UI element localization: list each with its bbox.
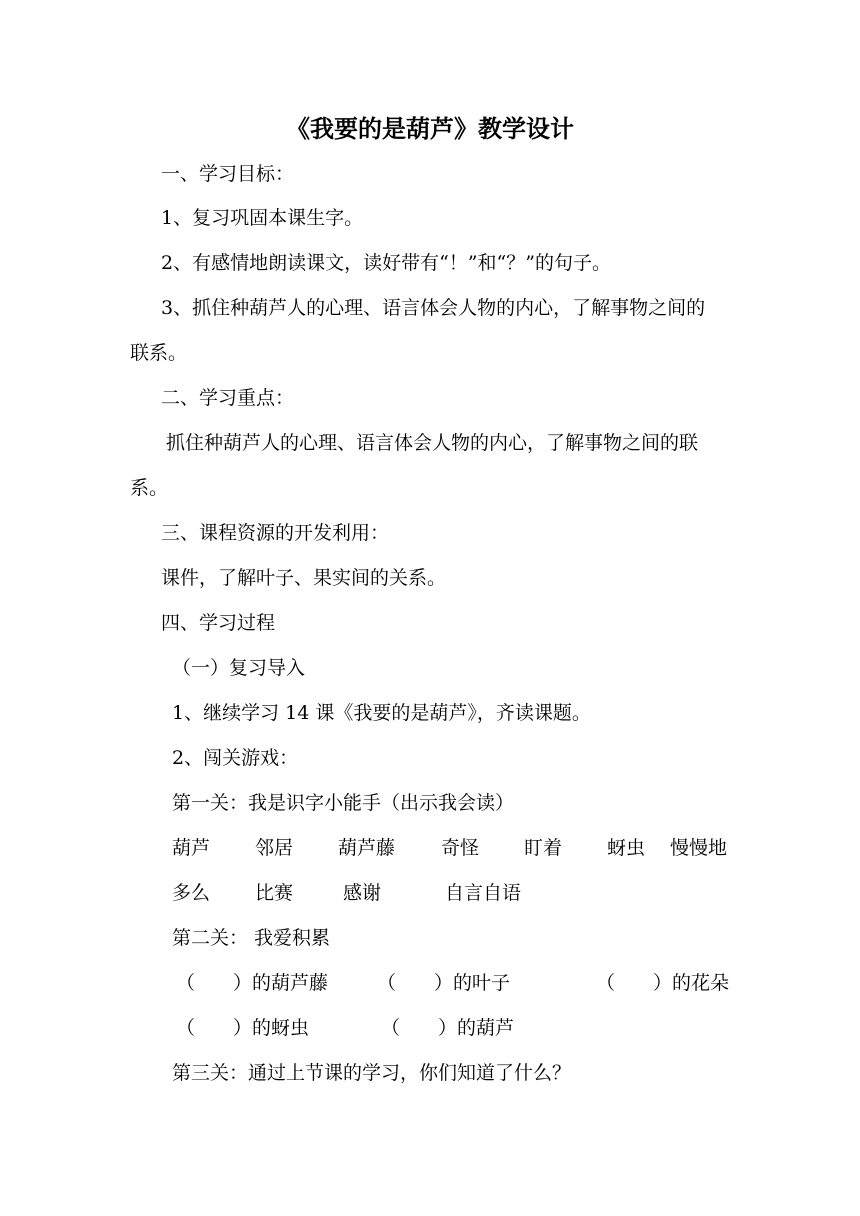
level-1-heading: 第一关：我是识字小能手（出示我会读）: [172, 792, 515, 814]
objective-item-1: 1、复习巩固本课生字。: [161, 207, 364, 229]
word-item: 葫芦: [172, 837, 211, 859]
key-point-line-1: 抓住种葫芦人的心理、语言体会人物的内心，了解事物之间的联: [166, 432, 699, 454]
word-item: 盯着: [524, 837, 563, 859]
word-item: 邻居: [255, 837, 294, 859]
word-item: 慢慢地: [670, 837, 728, 859]
section-1-heading: 一、学习目标：: [161, 163, 295, 185]
word-item: 奇怪: [441, 837, 480, 859]
subsection-review-intro: （一）复习导入: [172, 657, 306, 679]
fill-blank-item: （ ）的花朵: [596, 972, 730, 994]
fill-blank-item: （ ）的叶子: [377, 972, 511, 994]
level-3-heading: 第三关：通过上节课的学习，你们知道了什么？: [172, 1062, 572, 1084]
level-2-heading: 第二关： 我爱积累: [172, 927, 331, 949]
word-item: 比赛: [255, 882, 294, 904]
resources-text: 课件，了解叶子、果实间的关系。: [161, 567, 447, 589]
word-item: 葫芦藤: [338, 837, 396, 859]
key-point-line-2: 系。: [130, 477, 169, 499]
process-step-1: 1、继续学习 14 课《我要的是葫芦》，齐读课题。: [172, 702, 591, 724]
section-3-heading: 三、课程资源的开发利用：: [161, 522, 390, 544]
word-item: 蚜虫: [607, 837, 646, 859]
objective-item-2: 2、有感情地朗读课文，读好带有“！”和“？”的句子。: [161, 252, 611, 274]
objective-item-3-line-2: 联系。: [130, 342, 188, 364]
word-item: 多么: [172, 882, 211, 904]
word-item: 自言自语: [445, 882, 522, 904]
section-2-heading: 二、学习重点：: [161, 387, 295, 409]
word-item: 感谢: [343, 882, 382, 904]
section-4-heading: 四、学习过程: [161, 612, 276, 634]
fill-blank-item: （ ）的蚜虫: [176, 1017, 310, 1039]
objective-item-3-line-1: 3、抓住种葫芦人的心理、语言体会人物的内心，了解事物之间的: [161, 297, 706, 319]
document-title: 《我要的是葫芦》教学设计: [286, 115, 574, 143]
process-step-2: 2、闯关游戏：: [172, 747, 299, 769]
fill-blank-item: （ ）的葫芦: [381, 1017, 515, 1039]
fill-blank-item: （ ）的葫芦藤: [176, 972, 329, 994]
